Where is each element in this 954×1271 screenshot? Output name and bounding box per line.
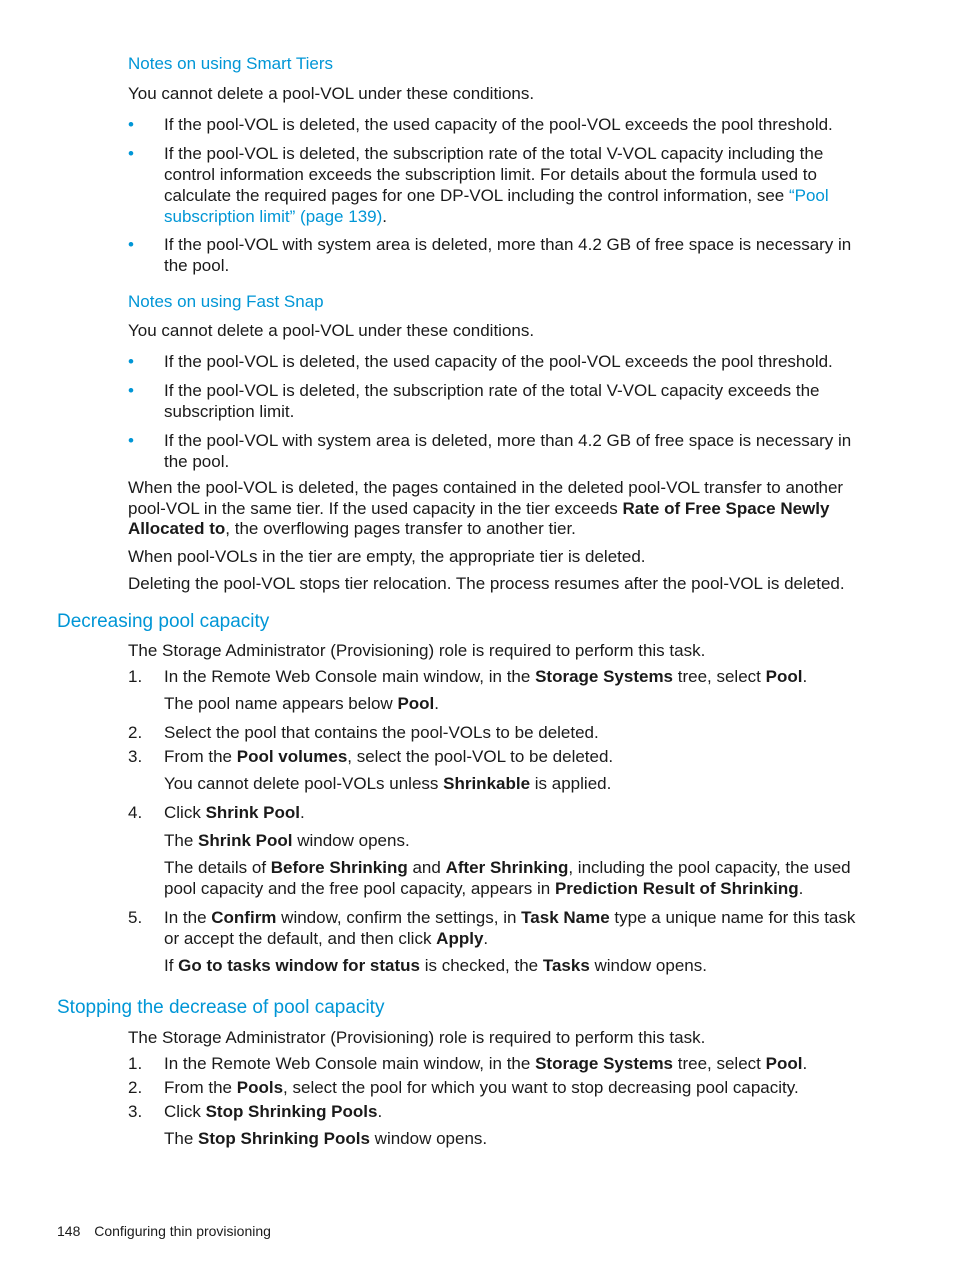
bullet-icon: • [128,431,134,450]
step-text: Click Stop Shrinking Pools. [164,1102,383,1121]
step-number: 2. [128,1078,143,1097]
paragraph-intro: You cannot delete a pool-VOL under these conditions. [128,84,535,103]
step-text: In the Confirm window, confirm the settings, in Task Name type a unique name for this task or accept the default, and then click Apply. [164,908,856,948]
step-number: 3. [128,747,143,766]
step-result: The details of Before Shrinking and After Shrinking, including the pool capacity, the used pool capacity and the free pool capacity, appears in Prediction Result of Shrinking. [164,858,851,898]
step-text: In the Remote Web Console main window, in the Storage Systems tree, select Pool. [164,667,808,686]
list-item-text: If the pool-VOL with system area is deleted, more than 4.2 GB of free space is necessary in the pool. [164,235,852,275]
step-text: From the Pools, select the pool for which you want to stop decreasing pool capacity. [164,1078,799,1097]
footer-chapter-title: Configuring thin provisioning [94,1223,271,1239]
bullet-icon: • [128,115,134,134]
step-number: 4. [128,803,143,822]
heading-stopping-decrease: Stopping the decrease of pool capacity [57,997,385,1018]
step-number: 1. [128,667,143,686]
step-result: You cannot delete pool-VOLs unless Shrinkable is applied. [164,774,612,793]
heading-decreasing-pool-capacity: Decreasing pool capacity [57,611,270,632]
step-number: 2. [128,723,143,742]
step-number: 3. [128,1102,143,1121]
step-text: From the Pool volumes, select the pool-VOL to be deleted. [164,747,614,766]
step-text: Click Shrink Pool. [164,803,305,822]
step-text: Select the pool that contains the pool-VOLs to be deleted. [164,723,599,742]
paragraph-role: The Storage Administrator (Provisioning) role is required to perform this task. [128,641,706,660]
paragraph-intro: You cannot delete a pool-VOL under these conditions. [128,321,535,340]
subheading-fast-snap: Notes on using Fast Snap [128,292,324,311]
paragraph: When pool-VOLs in the tier are empty, the appropriate tier is deleted. [128,547,646,566]
page-number: 148 [57,1223,81,1239]
bullet-icon: • [128,144,134,163]
paragraph-role: The Storage Administrator (Provisioning) role is required to perform this task. [128,1028,706,1047]
step-result: The Stop Shrinking Pools window opens. [164,1129,488,1148]
bullet-icon: • [128,352,134,371]
paragraph: Deleting the pool-VOL stops tier relocation. The process resumes after the pool-VOL is deleted. [128,574,845,593]
page-footer [57,1223,271,1239]
step-number: 1. [128,1054,143,1073]
step-result: The Shrink Pool window opens. [164,831,410,850]
cross-reference-link[interactable]: “Pool subscription limit” (page 139) [164,186,829,226]
subheading-smart-tiers: Notes on using Smart Tiers [128,54,334,73]
list-item-text: If the pool-VOL is deleted, the used capacity of the pool-VOL exceeds the pool threshold. [164,352,833,371]
step-text: In the Remote Web Console main window, in the Storage Systems tree, select Pool. [164,1054,808,1073]
step-number: 5. [128,908,143,927]
bullet-icon: • [128,235,134,254]
paragraph: When the pool-VOL is deleted, the pages contained in the deleted pool-VOL transfer to another pool-VOL in the same tier. If the used capacity in the tier exceeds Rate of Free Space Newly Allocated to, the overflowing pages transfer to another tier. [128,478,844,538]
step-result: If Go to tasks window for status is checked, the Tasks window opens. [164,956,707,975]
list-item-text: If the pool-VOL is deleted, the subscription rate of the total V-VOL capacity including the control information exceeds the subscription limit. For details about the formula used to calculate the required pages for one DP-VOL including the control information, see “Pool subscription limit” (page 139). [164,144,829,226]
bullet-icon: • [128,381,134,400]
list-item-text: If the pool-VOL is deleted, the subscription rate of the total V-VOL capacity exceeds the subscription limit. [164,381,820,421]
list-item-text: If the pool-VOL with system area is deleted, more than 4.2 GB of free space is necessary in the pool. [164,431,852,471]
list-item-text: If the pool-VOL is deleted, the used capacity of the pool-VOL exceeds the pool threshold. [164,115,833,134]
step-result: The pool name appears below Pool. [164,694,440,713]
